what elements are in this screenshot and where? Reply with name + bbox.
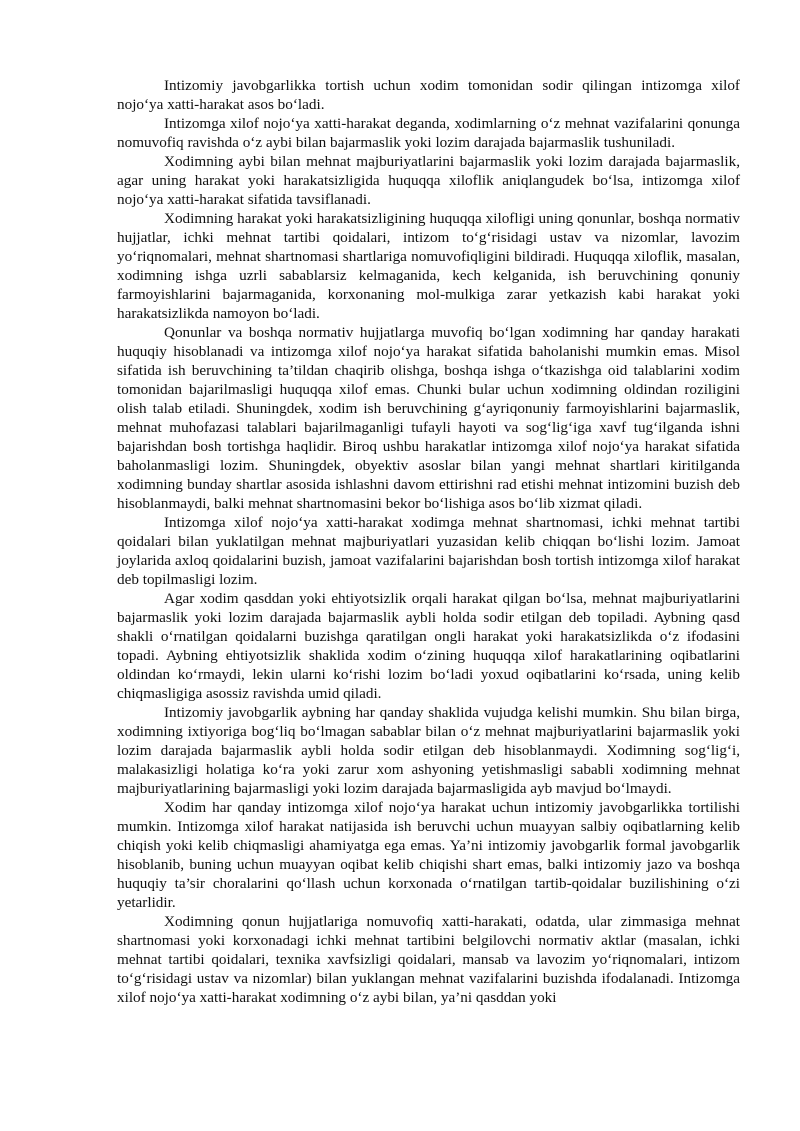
- paragraph-3: Xodimning aybi bilan mehnat majburiyatlarini bajarmaslik yoki lozim darajada bajarmaslik, agar uning harakat yoki harakatsizligida huquqqa xiloflik aniqlangudek bo‘lsa, intizomga xilof nojo‘ya xatti-harakat sifatida tavsiflanadi.: [117, 153, 740, 208]
- paragraph-10: Xodimning qonun hujjatlariga nomuvofiq xatti-harakati, odatda, ular zimmasiga mehnat shartnomasi yoki korxonadagi ichki mehnat tartibini belgilovchi normativ aktlar (masalan, ichki mehnat tartibi qoidalari, texnika xavfsizligi qoidalari, mansab va lavozim yo‘riqnomalari, intizom to‘g‘risidagi ustav va nizomlar) bilan yuklangan mehnat vazifalarini buzishda ifodalanadi. Intizomga xilof nojo‘ya xatti-harakat xodimning o‘z aybi bilan, ya’ni qasddan yoki: [117, 913, 740, 1006]
- paragraph-1: Intizomiy javobgarlikka tortish uchun xodim tomonidan sodir qilingan intizomga xilof nojo‘ya xatti-harakat asos bo‘ladi.: [117, 77, 740, 113]
- paragraph-6: Intizomga xilof nojo‘ya xatti-harakat xodimga mehnat shartnomasi, ichki mehnat tartibi qoidalari bilan yuklatilgan mehnat majburiyatlari yuzasidan kelib chiqqan bo‘lishi lozim. Jamoat joylarida axloq qoidalarini buzish, jamoat vazifalarini bajarishdan bosh tortish intizomga xilof harakat deb topilmasligi lozim.: [117, 514, 740, 588]
- paragraph-5: Qonunlar va boshqa normativ hujjatlarga muvofiq bo‘lgan xodimning har qanday harakati huquqiy hisoblanadi va intizomga xilof nojo‘ya harakat sifatida baholanishi mumkin emas. Misol sifatida ish beruvchining ta’tildan chaqirib olishga, boshqa ishga o‘tkazishga oid talablarini xodim tomonidan bajarilmasligi huquqqa xilof emas. Chunki bular uchun xodimning oldindan roziligini olish talab etiladi. Shuningdek, xodim ish beruvchining g‘ayriqonuniy farmoyishlarini bajarmaslik, mehnat muhofazasi talablari bajarilmaganligi tufayli hayoti va sog‘lig‘iga xavf tug‘ilganda ishni bajarishdan bosh tortishga haqlidir. Biroq ushbu harakatlar intizomga xilof nojo‘ya harakat sifatida baholanmasligi lozim. Shuningdek, obyektiv asoslar bilan yangi mehnat shartlari kiritilganda xodimning bunday shartlar asosida ishlashni davom ettirishni rad etishi mehnat intizomini buzish deb hisoblanmaydi, balki mehnat shartnomasini bekor bo‘lishiga asos bo‘lib xizmat qiladi.: [117, 324, 740, 512]
- paragraph-2: Intizomga xilof nojo‘ya xatti-harakat deganda, xodimlarning o‘z mehnat vazifalarini qonunga nomuvofiq ravishda o‘z aybi bilan bajarmaslik yoki lozim darajada bajarmaslik tushuniladi.: [117, 115, 740, 151]
- paragraph-7: Agar xodim qasddan yoki ehtiyotsizlik orqali harakat qilgan bo‘lsa, mehnat majburiyatlarini bajarmaslik yoki lozim darajada bajarmaslik aybli holda sodir etilgan deb topiladi. Aybning qasd shakli o‘rnatilgan qoidalarni buzishga qaratilgan ongli harakat yoki harakatsizlikda o‘z ifodasini topadi. Aybning ehtiyotsizlik shaklida xodim o‘zining huquqqa xilof harakatlarining oqibatlarini oldindan ko‘rmaydi, lekin ularni ko‘rishi lozim bo‘ladi yoxud oqibatlarini ko‘rsada, uning kelib chiqmasligiga asossiz ravishda umid qiladi.: [117, 590, 740, 702]
- paragraph-4: Xodimning harakat yoki harakatsizligining huquqqa xilofligi uning qonunlar, boshqa normativ hujjatlar, ichki mehnat tartibi qoidalari, intizom to‘g‘risidagi ustav va nizomlar, lavozim yo‘riqnomalari, mehnat shartnomasi shartlariga nomuvofiqligini bildiradi. Huquqqa xiloflik, masalan, xodimning ishga uzrli sabablarsiz kelmaganida, kech kelganida, ish beruvchining qonuniy farmoyishlarini bajarmaganida, korxonaning mol-mulkiga zarar yetkazish kabi harakat yoki harakatsizlikda namoyon bo‘ladi.: [117, 210, 740, 322]
- paragraph-8: Intizomiy javobgarlik aybning har qanday shaklida vujudga kelishi mumkin. Shu bilan birga, xodimning ixtiyoriga bog‘liq bo‘lmagan sabablar bilan o‘z mehnat majburiyatlarini bajarmaslik yoki lozim darajada bajarmaslik aybli holda sodir etilgan deb hisoblanmaydi. Xodimning sog‘lig‘i, malakasizligi holatiga ko‘ra yoki zarur xom ashyoning yetishmasligi sababli xodimning mehnat majburiyatlarining bajarmasligi yoki lozim darajada bajarmasligida ayb mavjud bo‘lmaydi.: [117, 704, 740, 797]
- paragraph-9: Xodim har qanday intizomga xilof nojo‘ya harakat uchun intizomiy javobgarlikka tortilishi mumkin. Intizomga xilof harakat natijasida ish beruvchi uchun muayyan salbiy oqibatlarning kelib chiqish yoki kelib chiqmasligi ahamiyatga ega emas. Ya’ni intizomiy javobgarlik formal javobgarlik hisoblanib, buning uchun muayyan oqibat kelib chiqishi shart emas, balki intizomiy jazo va boshqa huquqiy ta’sir choralarini qo‘llash uchun korxonada o‘rnatilgan tartib-qoidalar buzilishining o‘zi yetarlidir.: [117, 799, 740, 911]
